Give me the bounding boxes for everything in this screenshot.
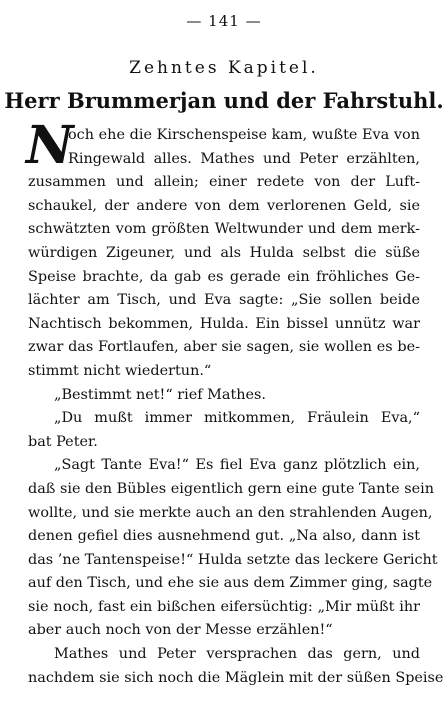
text-line: aber auch noch von der Messe erzählen!“ <box>28 622 333 639</box>
text-line: och ehe die Kirschenspeise kam, wußte Eva von <box>68 127 420 143</box>
text-line: nachdem sie sich noch die Mäglein mit der süßen Speise <box>28 669 444 686</box>
text-line: Nachtisch bekommen, Hulda. Ein bissel unnütz war <box>28 315 420 332</box>
text-line: stimmt nicht wiedertun.“ <box>28 362 212 379</box>
text-line: das ’ne Tantenspeise!“ Hulda setzte das leckere Gericht <box>28 551 438 568</box>
text-lines <box>28 124 444 690</box>
text-line: auf den Tisch, und ehe sie aus dem Zimmer ging, sagte <box>28 575 433 592</box>
text-line: bat Peter. <box>28 433 98 450</box>
text-line: „Bestimmt net!“ rief Mathes. <box>54 386 266 403</box>
text-line: zusammen und allein; einer redete von der Luft- <box>28 174 420 191</box>
text-line: schwätzten vom größten Weltwunder und dem merk- <box>28 221 420 238</box>
text-line: „Du mußt immer mitkommen, Fräulein Eva,“ <box>54 410 420 427</box>
chapter-title: Herr Brummerjan und der Fahrstuhl. <box>4 88 444 113</box>
chapter-body <box>26 115 444 690</box>
text-line: Ringewald alles. Mathes und Peter erzählten, <box>68 150 420 167</box>
text-line: „Sagt Tante Eva!“ Es fiel Eva ganz plötzlich ein, <box>54 457 420 474</box>
text-line: sie noch, fast ein bißchen eifersüchtig: „Mir müßt ihr <box>28 598 420 615</box>
text-line: daß sie den Bübles eigentlich gern eine gute Tante sein <box>28 480 435 497</box>
chapter-label: Zehntes Kapitel. <box>129 58 319 78</box>
drop-cap: N <box>26 115 74 176</box>
text-line: schaukel, der andere von dem verlorenen Geld, sie <box>28 197 420 214</box>
text-line: wollte, und sie merkte auch an den strahlenden Augen, <box>28 504 433 521</box>
text-line: Speise brachte, da gab es gerade ein fröhliches Ge- <box>28 268 420 285</box>
text-line: lächter am Tisch, und Eva sagte: „Sie sollen beide <box>28 292 420 309</box>
text-line: zwar das Fortlaufen, aber sie sagen, sie wollen es be- <box>28 339 420 356</box>
text-line: denen gefiel dies ausnehmend gut. „Na also, dann ist <box>28 528 420 545</box>
page-number: — 141 — <box>186 12 262 30</box>
text-line: Mathes und Peter versprachen das gern, und <box>54 646 420 663</box>
text-line: würdigen Zigeuner, und als Hulda selbst die süße <box>28 244 420 261</box>
